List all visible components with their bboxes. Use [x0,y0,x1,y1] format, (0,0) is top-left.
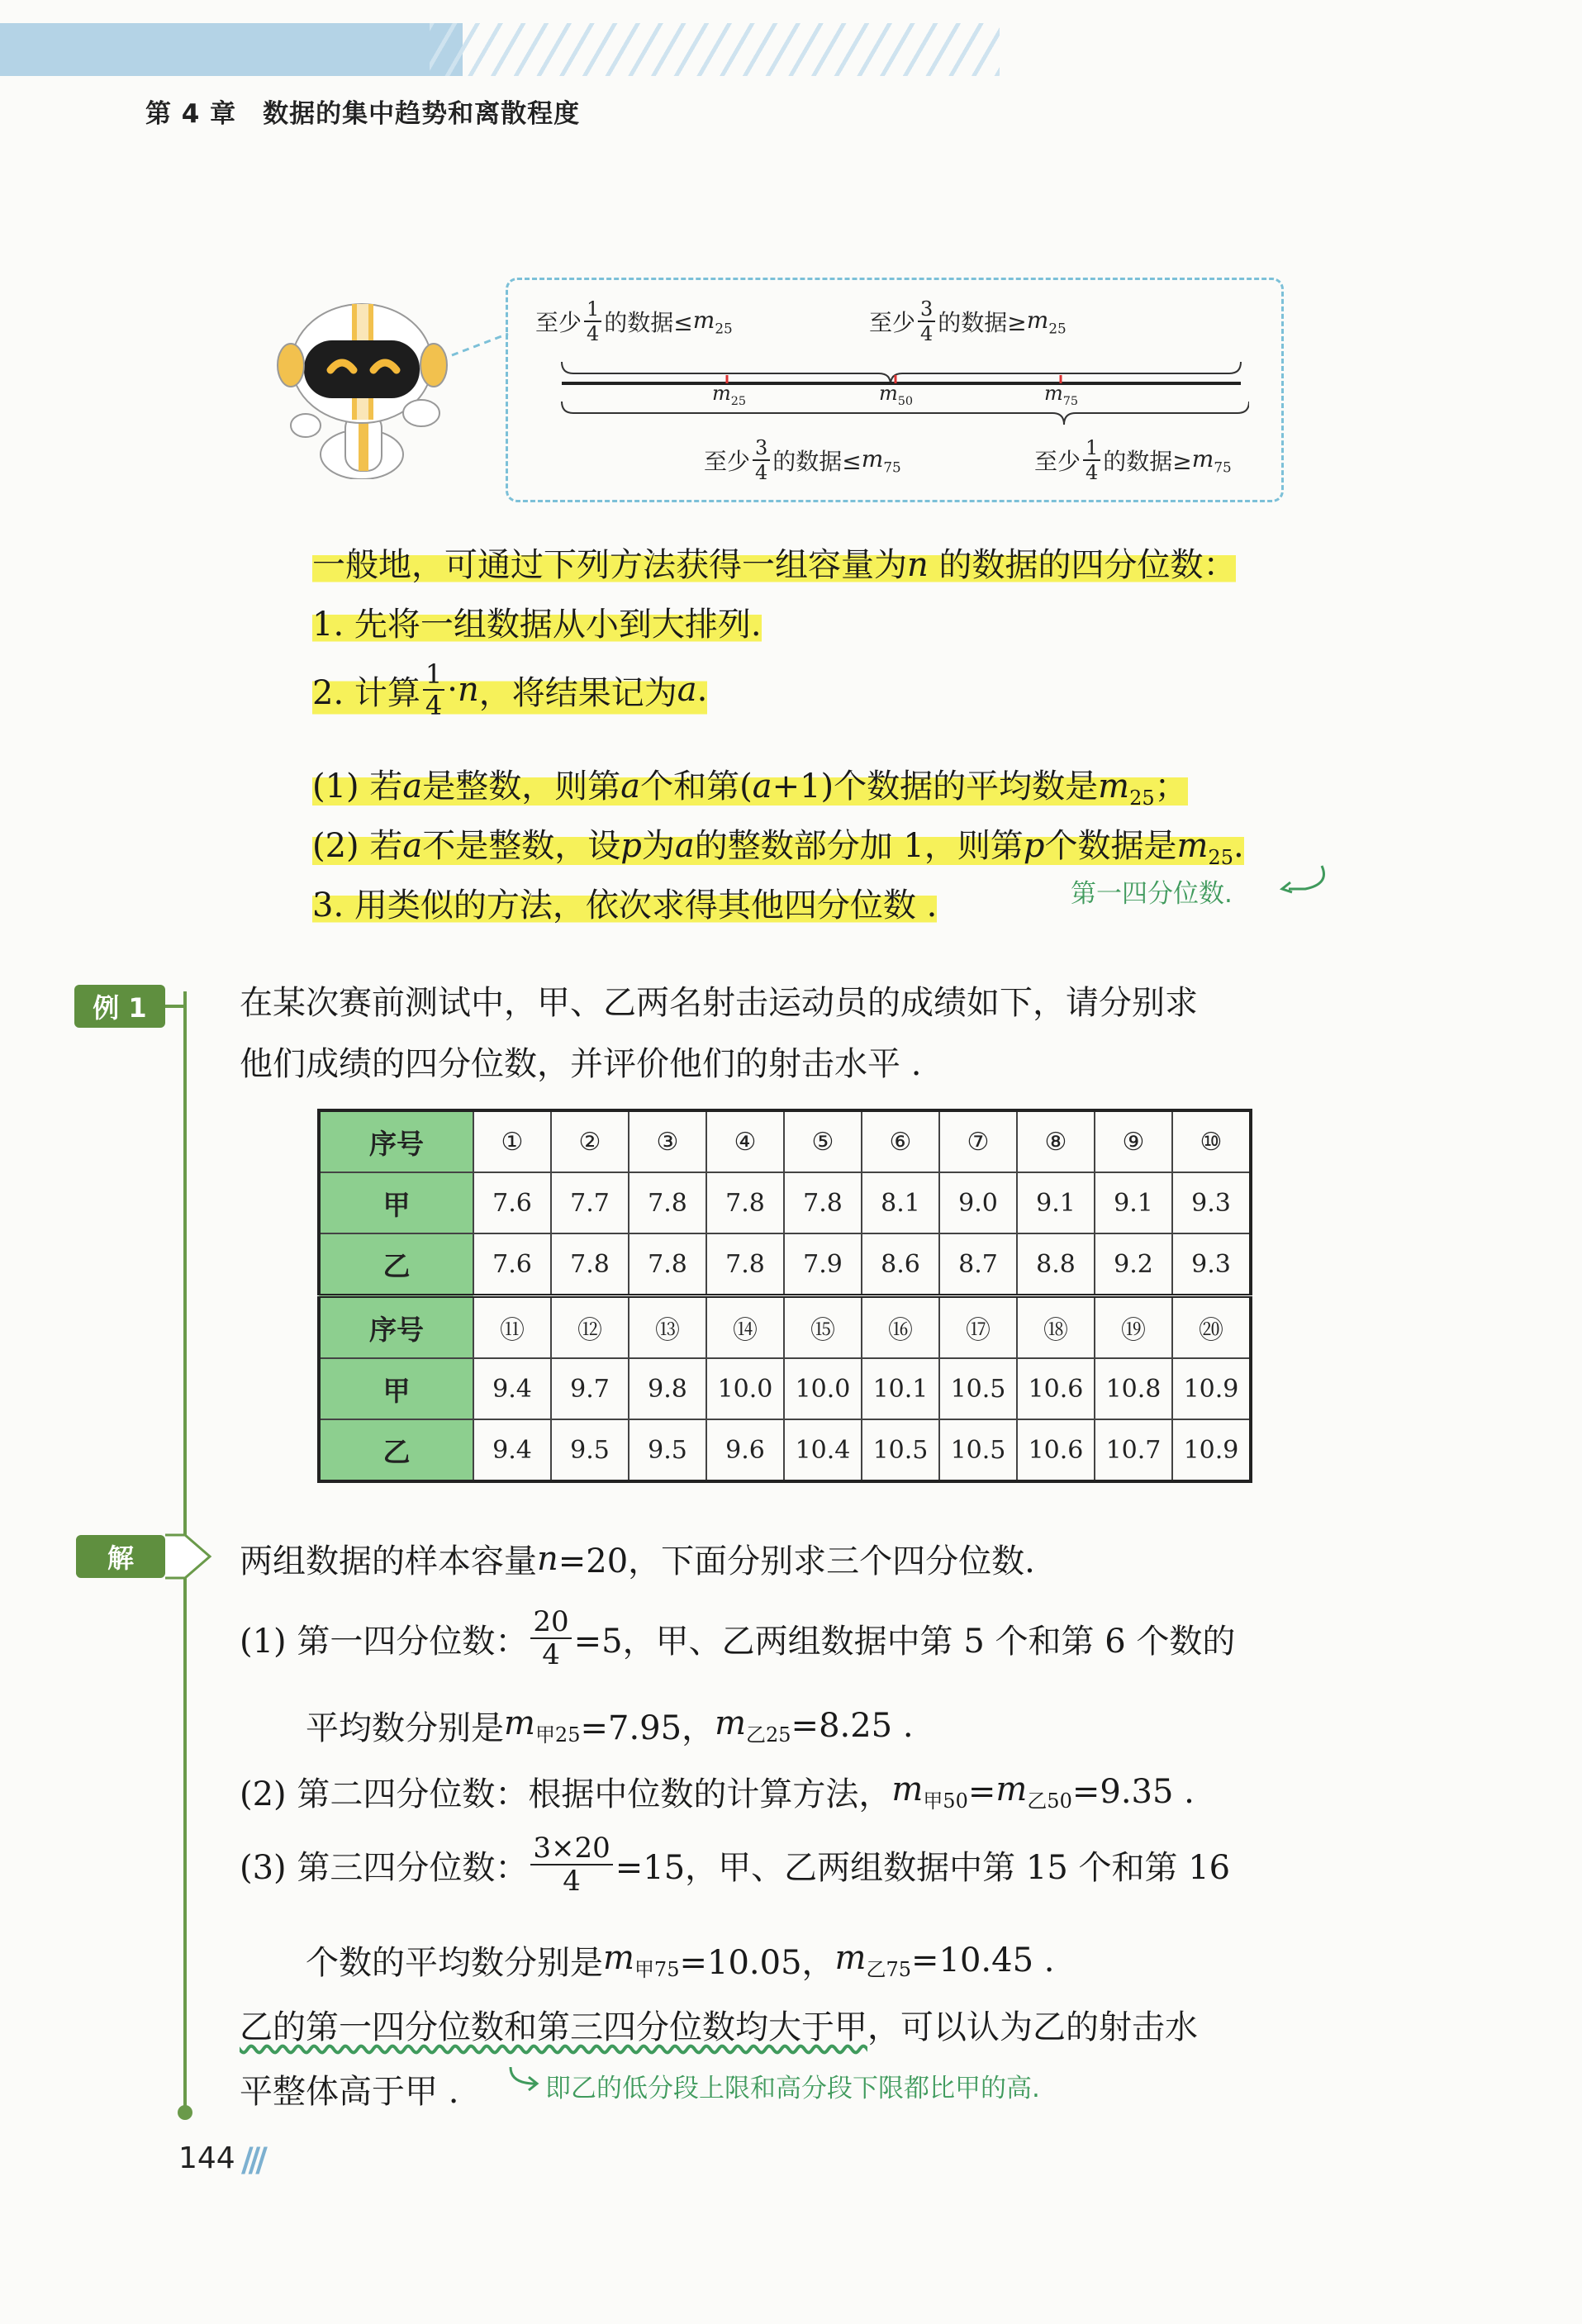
solution-q1: (1) 第一四分位数： $\frac{20}{4}$ =5，甲、乙两组数据中第 5 个和第 6 个数的 [240,1605,1236,1671]
callout-top-left: 至少 $\frac{1}{4}$ 的数据≤ $m_{25}$ [535,297,733,345]
method-step1: 1. 先将一组数据从小到大排列. [312,598,762,645]
example-tag-connector [165,1005,183,1008]
table-cell: ⑲ [1095,1296,1172,1359]
method-intro: 一般地，可通过下列方法获得一组容量为n 的数据的四分位数： [312,539,1236,586]
table-cell: ⑳ [1172,1296,1251,1359]
table-cell: ⑱ [1017,1296,1095,1359]
table-cell: 7.8 [629,1233,706,1296]
conclusion-arrow-icon [506,2065,547,2098]
table-cell: 7.8 [551,1233,629,1296]
solution-q1-cont: 平均数分别是 $m_{甲25}$ =7.95， $m_{乙25}$ =8.25 . [306,1704,914,1747]
table-cell: ⑨ [1095,1110,1172,1172]
solution-q2: (2) 第二四分位数：根据中位数的计算方法， $m_{甲50}$ = $m_{乙50}$ =9.35 . [240,1770,1195,1813]
page-decoration: /// [241,2141,263,2179]
method-case2: (2) 若a不是整数，设p为a的整数部分加 1，则第p个数据是$m_{25}$. [312,820,1244,869]
callout-top-right: 至少 $\frac{3}{4}$ 的数据≥ $m_{25}$ [869,297,1067,345]
row-header: 乙 [319,1419,473,1481]
table-row [319,1110,1251,1172]
conclusion-line1: 乙的第一四分位数和第三四分位数均大于甲 ，可以认为乙的射击水 [240,2001,1198,2048]
tick-m25: $m_{25}$ [712,382,747,408]
table-cell: ⑯ [862,1296,939,1359]
table-cell: ⑩ [1172,1110,1251,1172]
table-cell: 9.6 [706,1419,784,1481]
table-row [319,1172,1251,1233]
table-cell: ② [551,1110,629,1172]
table-cell: ⑪ [473,1296,551,1359]
table-cell: 10.9 [1172,1419,1251,1481]
method-step3: 3. 用类似的方法，依次求得其他四分位数 . [312,879,937,926]
table-cell: 9.1 [1095,1172,1172,1233]
table-cell: ⑧ [1017,1110,1095,1172]
table-cell: 9.4 [473,1419,551,1481]
table-cell: ① [473,1110,551,1172]
table-cell: 10.6 [1017,1358,1095,1419]
table-cell: ⑭ [706,1296,784,1359]
row-header: 序号 [319,1110,473,1172]
table-cell: 8.8 [1017,1233,1095,1296]
table-cell: 10.6 [1017,1419,1095,1481]
callout-bottom-left: 至少 $\frac{3}{4}$ 的数据≤ $m_{75}$ [704,436,901,484]
table-cell: 7.6 [473,1172,551,1233]
table-cell: 10.0 [706,1358,784,1419]
table-row [319,1419,1251,1481]
table-cell: 10.8 [1095,1358,1172,1419]
table-row [319,1358,1251,1419]
table-cell: 10.5 [862,1419,939,1481]
header-stripes [430,23,1000,76]
table-cell: ⑥ [862,1110,939,1172]
table-cell: 9.5 [551,1419,629,1481]
table-cell: 9.2 [1095,1233,1172,1296]
table-cell: 7.8 [784,1172,862,1233]
table-cell: ⑰ [939,1296,1017,1359]
conclusion-line2: 平整体高于甲 . [240,2073,459,2111]
table-cell: 7.7 [551,1172,629,1233]
method-case1: (1) 若a是整数，则第a个和第(a+1)个数据的平均数是$m_{25}$； [312,760,1188,810]
table-cell: 7.8 [706,1233,784,1296]
example-tag: 例 1 [74,985,165,1028]
note-arrow-icon [1264,859,1338,901]
tick-m50: $m_{50}$ [879,382,914,408]
solution-tag-arrow [165,1533,215,1580]
table-cell: 10.5 [939,1419,1017,1481]
table-cell: ⑫ [551,1296,629,1359]
row-header: 甲 [319,1358,473,1419]
table-cell: 10.7 [1095,1419,1172,1481]
header-band [0,23,463,76]
table-cell: 10.1 [862,1358,939,1419]
table-cell: ③ [629,1110,706,1172]
conclusion-wavy: 乙的第一四分位数和第三四分位数均大于甲 [240,2008,867,2046]
solution-tag: 解 [76,1535,165,1578]
table-cell: ⑤ [784,1110,862,1172]
table-cell: 9.4 [473,1358,551,1419]
table-cell: 8.6 [862,1233,939,1296]
table-cell: 7.8 [706,1172,784,1233]
row-header: 序号 [319,1296,473,1359]
table-cell: 9.0 [939,1172,1017,1233]
robot-mascot-icon [273,289,450,479]
table-cell: 9.3 [1172,1233,1251,1296]
row-header: 乙 [319,1233,473,1296]
table-cell: 8.1 [862,1172,939,1233]
solution-q3-cont: 个数的平均数分别是 $m_{甲75}$ =10.05， $m_{乙75}$ =10.45 . [306,1938,1055,1982]
table-row [319,1296,1251,1359]
chapter-title: 第 4 章 数据的集中趋势和离散程度 [145,99,581,129]
table-cell: 7.6 [473,1233,551,1296]
table-cell: 9.5 [629,1419,706,1481]
table-cell: 10.9 [1172,1358,1251,1419]
method-step2: 2. 计算 $\frac{1}{4}$ · n ，将结果记为 a . [312,658,708,721]
scores-table [317,1109,1252,1483]
table-row [319,1233,1251,1296]
example-line2: 他们成绩的四分位数，并评价他们的射击水平 . [240,1045,922,1083]
table-cell: ④ [706,1110,784,1172]
table-cell: ⑦ [939,1110,1017,1172]
table-cell: 9.8 [629,1358,706,1419]
callout-bottom-right: 至少 $\frac{1}{4}$ 的数据≥ $m_{75}$ [1034,436,1232,484]
table-cell: 7.8 [629,1172,706,1233]
rail-end-dot [178,2105,192,2120]
solution-intro: 两组数据的样本容量 n =20，下面分别求三个四分位数. [240,1539,1035,1580]
page-number: 144 [178,2141,235,2175]
table-cell: ⑬ [629,1296,706,1359]
table-cell: 9.1 [1017,1172,1095,1233]
conclusion-note: 即乙的低分段上限和高分段下限都比甲的高. [545,2074,1040,2103]
row-header: 甲 [319,1172,473,1233]
table-cell: 10.5 [939,1358,1017,1419]
side-note: 第一四分位数. [1071,879,1233,909]
table-cell: 10.0 [784,1358,862,1419]
table-cell: 7.9 [784,1233,862,1296]
tick-m75: $m_{75}$ [1044,382,1079,408]
table-cell: ⑮ [784,1296,862,1359]
table-cell: 10.4 [784,1419,862,1481]
table-cell: 8.7 [939,1233,1017,1296]
example-line1: 在某次赛前测试中，甲、乙两名射击运动员的成绩如下，请分别求 [240,984,1198,1022]
table-cell: 9.3 [1172,1172,1251,1233]
solution-q3: (3) 第三四分位数： $\frac{3\times 20}{4}$ =15，甲、乙两组数据中第 15 个和第 16 [240,1832,1231,1898]
table-cell: 9.7 [551,1358,629,1419]
